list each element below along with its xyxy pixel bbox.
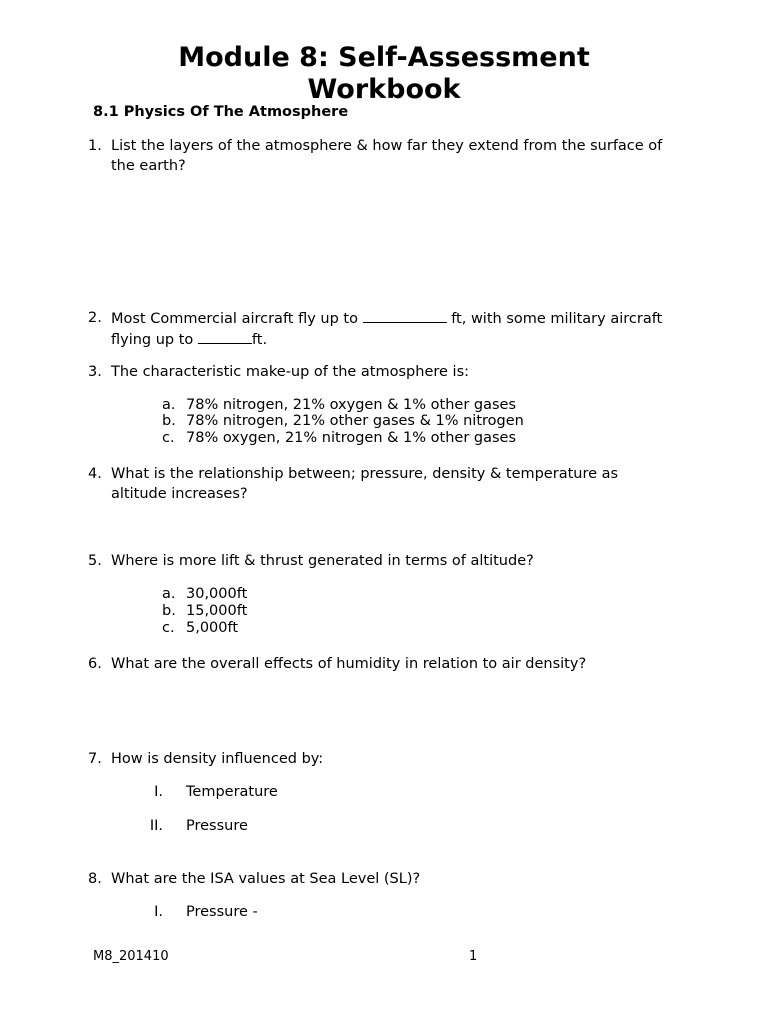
sub-item-text: Pressure (186, 818, 248, 834)
sub-item-text: Pressure - (186, 904, 258, 920)
question-3-text: The characteristic make-up of the atmosphere is: (111, 364, 470, 380)
section-heading: 8.1 Physics Of The Atmosphere (93, 104, 349, 120)
question-number: 7. (88, 751, 102, 767)
question-2-part-1: Most Commercial aircraft fly up to (111, 311, 358, 327)
option-text: 78% nitrogen, 21% other gases & 1% nitrogen (186, 413, 524, 429)
option-letter: a. (162, 586, 176, 602)
question-number: 2. (88, 310, 102, 326)
question-2-part-2: ft, with some military aircraft flying up to (111, 311, 663, 348)
roman-numeral: I. (154, 904, 163, 920)
question-5-text: Where is more lift & thrust generated in terms of altitude? (111, 553, 534, 569)
question-number: 8. (88, 871, 102, 887)
footer-doc-code: M8_201410 (93, 949, 169, 964)
answer-blank[interactable] (198, 329, 252, 344)
question-number: 3. (88, 364, 102, 380)
question-number: 6. (88, 656, 102, 672)
option-text: 78% oxygen, 21% nitrogen & 1% other gases (186, 430, 517, 446)
option-letter: c. (162, 430, 175, 446)
roman-numeral: II. (149, 818, 163, 834)
page-title: Module 8: Self-Assessment (178, 42, 590, 73)
question-number: 1. (88, 138, 102, 154)
answer-blank[interactable] (363, 308, 447, 323)
option-letter: c. (162, 620, 175, 636)
roman-numeral: I. (154, 784, 163, 800)
sub-item-text: Temperature (186, 784, 278, 800)
option-letter: b. (162, 413, 176, 429)
option-text: 78% nitrogen, 21% oxygen & 1% other gases (186, 397, 517, 413)
question-8-text: What are the ISA values at Sea Level (SL)? (111, 871, 421, 887)
option-letter: a. (162, 397, 176, 413)
question-number: 5. (88, 553, 102, 569)
option-text: 5,000ft (186, 620, 239, 636)
question-4-text: What is the relationship between; pressure, density & temperature as altitude increases? (111, 466, 619, 502)
question-7-text: How is density influenced by: (111, 751, 324, 767)
question-2-part-3: ft. (251, 332, 268, 348)
question-2-text (111, 308, 671, 350)
question-6-text: What are the overall effects of humidity in relation to air density? (111, 656, 587, 672)
footer-page-number: 1 (469, 949, 478, 964)
question-1-text: List the layers of the atmosphere & how far they extend from the surface of the earth? (111, 138, 663, 174)
option-letter: b. (162, 603, 176, 619)
option-text: 15,000ft (186, 603, 248, 619)
question-number: 4. (88, 466, 102, 482)
option-text: 30,000ft (186, 586, 248, 602)
page-title-line-2: Workbook (307, 74, 461, 105)
